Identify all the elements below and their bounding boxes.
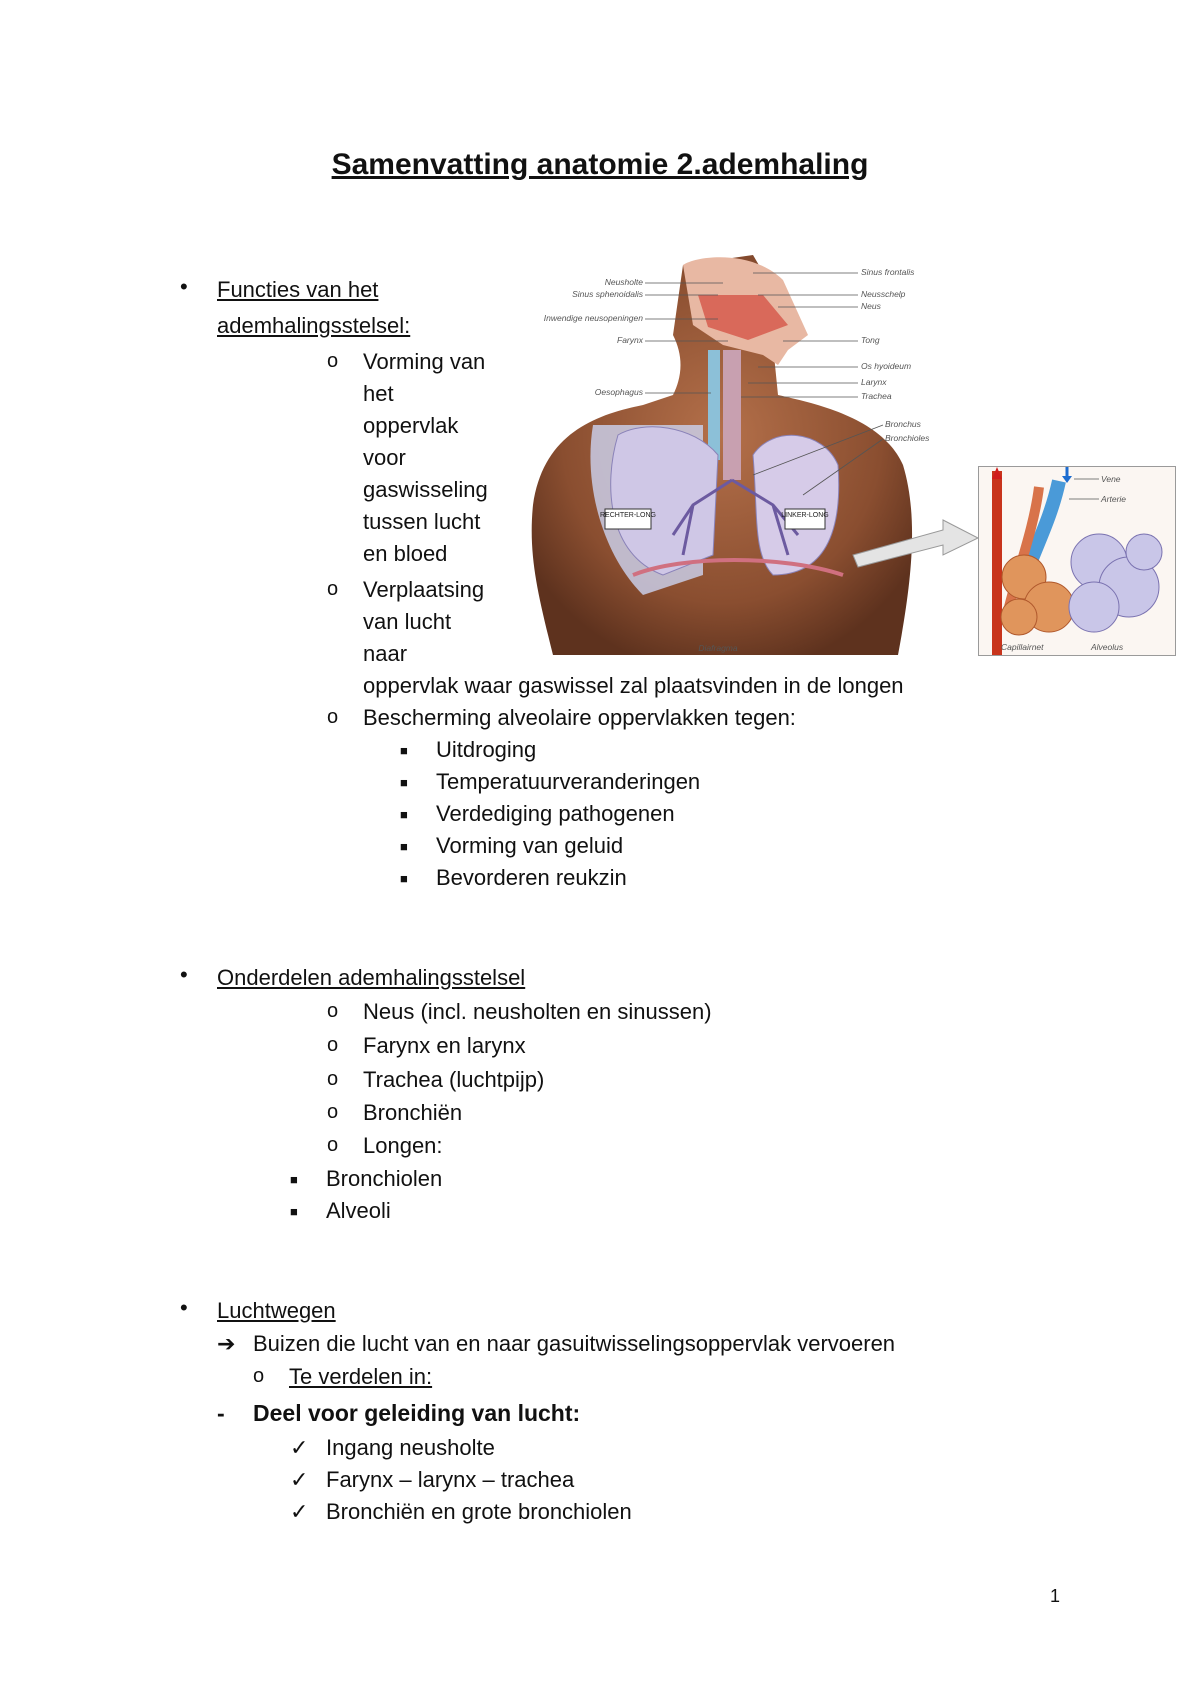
label-tong: Tong [861, 335, 880, 345]
section2-item: Trachea (luchtpijp) [363, 1067, 545, 1092]
section3-check-item: Bronchiën en grote bronchiolen [326, 1499, 632, 1524]
section3-arrow-text: Buizen die lucht van en naar gasuitwisselingsoppervlak vervoeren [253, 1331, 896, 1356]
section1-heading-line2: ademhalingsstelsel: [217, 313, 411, 338]
circle-bullet: o [327, 1000, 339, 1022]
square-bullet: ■ [400, 871, 408, 886]
bullet-dot: • [180, 274, 188, 299]
item1-line: oppervlak [363, 413, 459, 438]
section3-sub: Te verdelen in: [289, 1364, 433, 1389]
circle-bullet: o [327, 578, 339, 600]
label-sinus-frontalis: Sinus frontalis [861, 267, 915, 277]
circle-bullet: o [327, 1101, 339, 1123]
section1-item1 [363, 346, 523, 570]
item1-line: Vorming van [363, 349, 486, 374]
lung-right-label: RECHTER-LONG [599, 512, 657, 519]
page-title: Samenvatting anatomie 2.ademhaling [331, 148, 869, 181]
bullet-dot: • [180, 1295, 188, 1320]
section1-item2 [363, 574, 523, 670]
item1-line: tussen lucht [363, 509, 481, 534]
square-bullet: ■ [400, 839, 408, 854]
section3-check-item: Ingang neusholte [326, 1435, 495, 1460]
subitem: Uitdroging [436, 737, 537, 762]
item1-line: voor [363, 445, 406, 470]
item2-line: naar [363, 641, 408, 666]
circle-bullet: o [327, 1068, 339, 1090]
subitem: Bevorderen reukzin [436, 865, 627, 890]
section3-check-item: Farynx – larynx – trachea [326, 1467, 575, 1492]
subitem: Temperatuurveranderingen [436, 769, 701, 794]
label-larynx: Larynx [861, 377, 887, 387]
item2-tail: oppervlak waar gaswissel zal plaatsvinden in de longen [363, 673, 904, 698]
respiratory-system-illustration [523, 255, 986, 655]
section2-item: Farynx en larynx [363, 1033, 526, 1058]
section1-heading-line1: Functies van het [217, 277, 379, 302]
inset-label-arterie: Arterie [1101, 494, 1127, 504]
section1-item3: Bescherming alveolaire oppervlakken tegen: [363, 705, 796, 730]
section2-heading: Onderdelen ademhalingsstelsel [217, 965, 526, 990]
circle-bullet: o [327, 350, 339, 372]
square-bullet: ■ [400, 807, 408, 822]
label-diafragma: Diafragma [698, 643, 738, 653]
label-inwendige-neusopeningen: Inwendige neusopeningen [543, 313, 643, 323]
inset-label-capillairnet: Capillairnet [1001, 642, 1044, 652]
section2-item: Bronchiën [363, 1100, 463, 1125]
label-farynx: Farynx [617, 335, 643, 345]
circle-bullet: o [327, 1034, 339, 1056]
circle-bullet: o [327, 706, 339, 728]
arrow-right-icon: ➔ [217, 1331, 236, 1356]
check-icon: ✓ [290, 1435, 309, 1460]
label-os-hyoideum: Os hyoideum [861, 361, 912, 371]
section2-item: Longen: [363, 1133, 443, 1158]
label-sinus-sphenoidalis: Sinus sphenoidalis [572, 289, 643, 299]
label-neus: Neus [861, 301, 881, 311]
square-bullet: ■ [400, 775, 408, 790]
section3-dash-heading: Deel voor geleiding van lucht: [253, 1400, 581, 1426]
alveolus-inset-illustration [978, 466, 1176, 656]
bullet-dot: • [180, 962, 188, 987]
inset-label-vene: Vene [1101, 474, 1121, 484]
inset-label-alveolus: Alveolus [1091, 642, 1124, 652]
label-bronchioles: Bronchioles [885, 433, 930, 443]
square-bullet: ■ [290, 1172, 298, 1187]
circle-bullet: o [327, 1134, 339, 1156]
check-icon: ✓ [290, 1499, 309, 1524]
square-bullet: ■ [400, 743, 408, 758]
label-neusschelp: Neusschelp [861, 289, 906, 299]
item2-line: van lucht [363, 609, 452, 634]
section2-item: Neus (incl. neusholten en sinussen) [363, 999, 712, 1024]
label-trachea: Trachea [861, 391, 892, 401]
circle-bullet: o [253, 1365, 265, 1387]
square-bullet: ■ [290, 1204, 298, 1219]
label-bronchus: Bronchus [885, 419, 921, 429]
section2-subitem: Alveoli [326, 1198, 391, 1223]
section2-subitem: Bronchiolen [326, 1166, 443, 1191]
section3-heading: Luchtwegen [217, 1298, 336, 1323]
item1-line: gaswisseling [363, 477, 488, 502]
label-oesophagus: Oesophagus [594, 387, 643, 397]
subitem: Vorming van geluid [436, 833, 624, 858]
subitem: Verdediging pathogenen [436, 801, 675, 826]
item2-line: Verplaatsing [363, 577, 485, 602]
item1-line: het [363, 381, 394, 406]
item1-line: en bloed [363, 541, 448, 566]
page-number: 1 [1050, 1586, 1061, 1606]
dash-bullet: - [217, 1400, 225, 1426]
check-icon: ✓ [290, 1467, 309, 1492]
label-neusholte: Neusholte [604, 277, 643, 287]
lung-left-label: LINKER-LONG [781, 512, 829, 519]
